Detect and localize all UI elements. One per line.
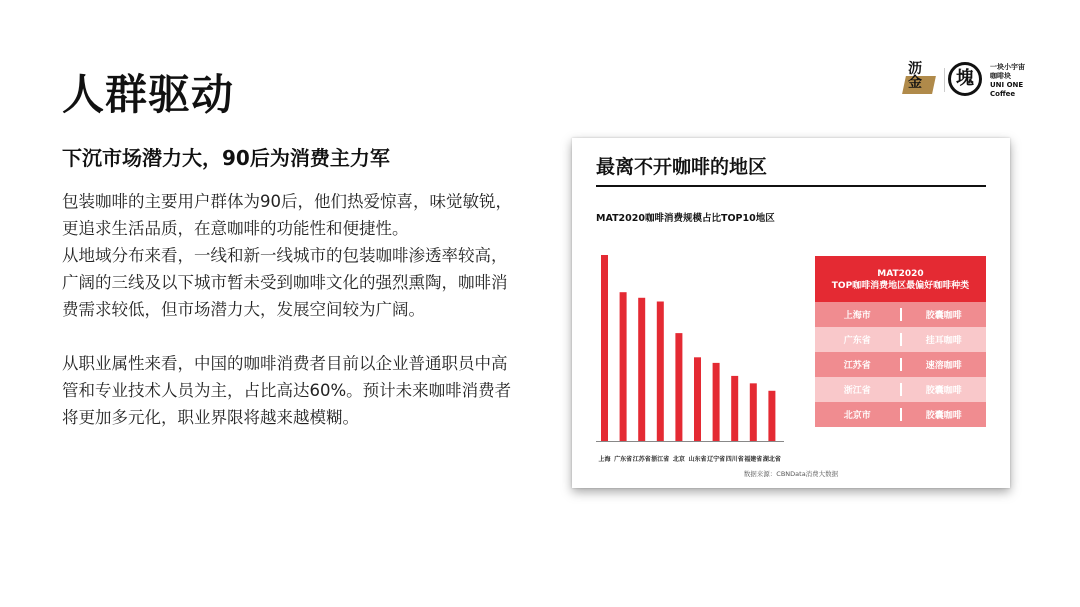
- bar-浙江省: [657, 302, 664, 442]
- table-row: [815, 352, 986, 377]
- x-tick-label: 辽宁省: [707, 456, 726, 463]
- table-row: [815, 402, 986, 427]
- page-title: 人群驱动: [62, 70, 235, 119]
- logo-line: 咖啡块: [990, 72, 1011, 80]
- unione-logo-text: [990, 63, 1025, 99]
- paragraph-region: 从地域分布来看，一线和新一线城市的包装咖啡渗透率较高，广阔的三线及以下城市暂未受到咖啡文化的强烈熏陶，咖啡消费需求较低，但市场潜力大，发展空间较为广阔。: [62, 246, 508, 319]
- table-cell-type: 胶囊咖啡: [925, 311, 962, 321]
- bar-江苏省: [638, 298, 645, 441]
- bar-上海: [601, 255, 608, 441]
- table-header-line: MAT2020: [877, 269, 924, 279]
- table-cell-region: 广东省: [815, 333, 902, 346]
- bar-北京: [675, 333, 682, 441]
- x-tick-label: 上海: [598, 456, 611, 463]
- page-subtitle: 下沉市场潜力大，90后为消费主力军: [62, 146, 390, 170]
- x-tick-label: 四川省: [725, 456, 744, 463]
- bar-广东省: [620, 292, 627, 441]
- chart-card: [572, 138, 1010, 488]
- table-cell-type: 胶囊咖啡: [925, 411, 962, 421]
- chart-title: MAT2020咖啡消费规模占比TOP10地区: [596, 213, 775, 224]
- paragraph-occupation: 从职业属性来看，中国的咖啡消费者目前以企业普通职员中高管和专业技术人员为主，占比高达60%。预计未来咖啡消费者将更加多元化，职业界限将越来越模糊。: [62, 354, 512, 427]
- paragraph-users: 包装咖啡的主要用户群体为90后，他们热爱惊喜，味觉敏锐，更追求生活品质，在意咖啡的功能性和便捷性。: [62, 192, 512, 238]
- bar-辽宁省: [713, 363, 720, 441]
- x-tick-label: 江苏省: [632, 456, 651, 463]
- data-source: 数据来源：CBNData消费大数据: [743, 470, 839, 478]
- table-cell-region: 上海市: [815, 308, 902, 321]
- x-tick-label: 福建省: [744, 456, 763, 463]
- x-tick-label: 浙江省: [651, 456, 670, 463]
- table-cell-region: 北京市: [815, 408, 902, 421]
- x-tick-label: 北京: [672, 456, 685, 463]
- x-tick-label: 广东省: [614, 456, 633, 463]
- logo-line: Coffee: [990, 90, 1016, 98]
- table-header-line: TOP咖啡消费地区最偏好咖啡种类: [831, 281, 970, 291]
- table-row: [815, 377, 986, 402]
- table-header: [815, 256, 986, 302]
- bar-山东省: [694, 357, 701, 441]
- table-row: [815, 302, 986, 327]
- body-text: [62, 188, 522, 431]
- card-title: 最离不开咖啡的地区: [596, 156, 768, 178]
- logo-divider: [944, 68, 945, 92]
- bar-福建省: [750, 383, 757, 441]
- bar-湖北省: [768, 391, 775, 441]
- preference-table: [815, 256, 986, 427]
- logo-line: UNI ONE: [990, 81, 1024, 89]
- lijin-logo: [898, 62, 940, 96]
- x-tick-label: 湖北省: [762, 456, 781, 463]
- table-cell-region: 浙江省: [815, 383, 902, 396]
- bar-四川省: [731, 376, 738, 441]
- logo-line: 一块小宇宙: [990, 63, 1025, 71]
- table-cell-type: 胶囊咖啡: [925, 386, 962, 396]
- table-row: [815, 327, 986, 352]
- table-cell-region: 江苏省: [815, 358, 902, 371]
- table-cell-type: 速溶咖啡: [925, 361, 962, 371]
- x-tick-label: 山东省: [688, 456, 707, 463]
- lijin-logo-text: 沥金: [908, 61, 922, 91]
- unione-logo-mark: 塊: [948, 62, 982, 96]
- table-cell-type: 挂耳咖啡: [925, 336, 962, 346]
